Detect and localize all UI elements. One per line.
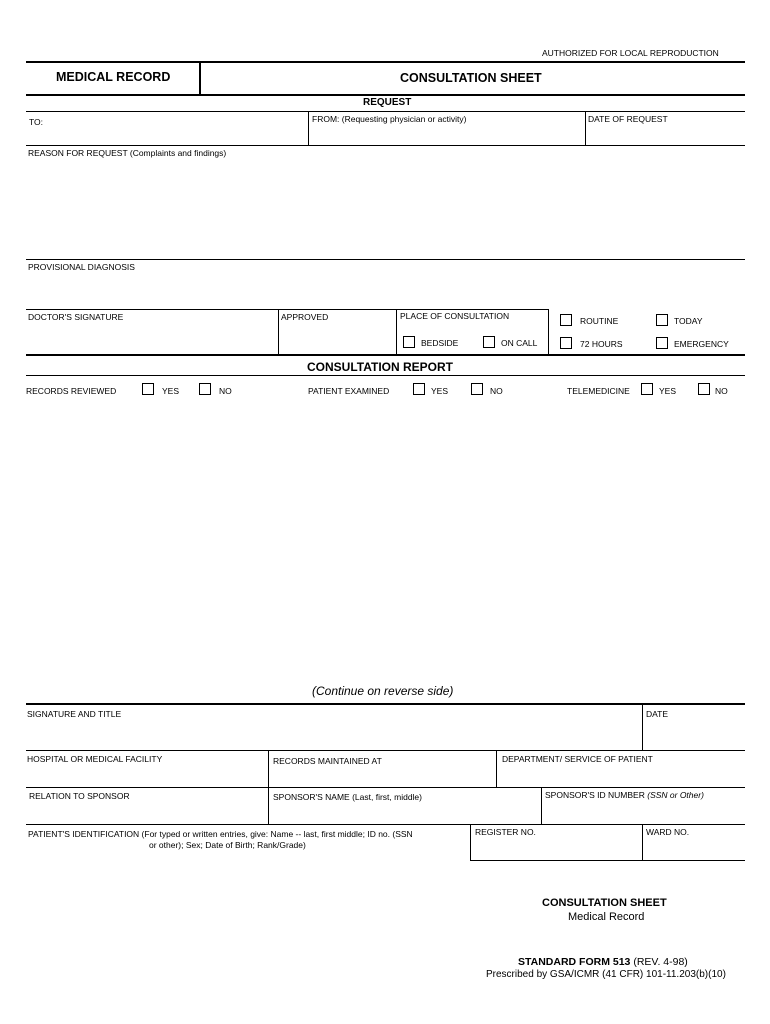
sponsor-name-label: SPONSOR'S NAME (Last, first, middle) [273,792,422,802]
records-reviewed-label: RECORDS REVIEWED [26,386,117,396]
sponsor-id-label-text: SPONSOR'S ID NUMBER [545,790,645,800]
patient-identification-label-line1: PATIENT'S IDENTIFICATION (For typed or written entries, give: Name -- last, first middle; ID no. (SSN [28,829,413,839]
today-checkbox[interactable] [656,314,668,326]
place-of-consultation-label: PLACE OF CONSULTATION [400,311,510,321]
routine-label: ROUTINE [580,316,619,326]
sheet-title: CONSULTATION SHEET [542,897,667,909]
consultation-report-text-area[interactable] [26,402,745,682]
header-divider [199,62,201,95]
doctors-signature-field[interactable] [26,310,278,354]
register-no-label: REGISTER NO. [475,827,536,837]
telemedicine-no-checkbox[interactable] [698,383,710,395]
telemedicine-no-label: NO [715,386,728,396]
request-section-title: REQUEST [363,97,412,108]
72-hours-checkbox[interactable] [560,337,572,349]
sponsor-id-field[interactable] [542,788,745,824]
records-reviewed-yes-label: YES [162,386,180,396]
approved-place-divider [396,309,397,354]
telemedicine-yes-label: YES [659,386,677,396]
relation-to-sponsor-label: RELATION TO SPONSOR [29,791,130,801]
records-reviewed-yes-checkbox[interactable] [142,383,154,395]
sponsor-id-note: (SSN or Other) [647,790,704,800]
hospital-label: HOSPITAL OR MEDICAL FACILITY [27,754,163,764]
ward-no-label: WARD NO. [646,827,690,837]
prescribed-by: Prescribed by GSA/ICMR (41 CFR) 101-11.203(b)(10) [486,969,726,980]
sponsor-name-field[interactable] [269,788,541,824]
authorized-note: AUTHORIZED FOR LOCAL REPRODUCTION [542,48,719,58]
standard-form-number: STANDARD FORM 513 [518,956,631,968]
records-maintained-field[interactable] [269,751,496,787]
medical-record-title: MEDICAL RECORD [56,70,171,84]
consultation-sheet-title: CONSULTATION SHEET [400,71,542,85]
records-maintained-label: RECORDS MAINTAINED AT [273,756,382,766]
report-top-rule [26,354,745,356]
bedside-checkbox[interactable] [403,336,415,348]
date-of-request-label: DATE OF REQUEST [588,114,668,124]
sponsor-id-label [545,790,704,800]
emergency-checkbox[interactable] [656,337,668,349]
patient-examined-no-label: NO [490,386,503,396]
register-ward-bottom-rule [470,860,745,861]
telemedicine-yes-checkbox[interactable] [641,383,653,395]
provisional-diagnosis-field[interactable] [26,260,745,308]
header-top-rule [26,61,745,63]
date-field[interactable] [643,705,745,750]
doctors-signature-label: DOCTOR'S SIGNATURE [28,312,124,322]
reason-label: REASON FOR REQUEST (Complaints and findings) [28,148,227,158]
from-label: FROM: (Requesting physician or activity) [312,114,467,124]
patient-identification-field[interactable] [26,825,470,945]
patient-examined-yes-checkbox[interactable] [413,383,425,395]
continue-note: (Continue on reverse side) [312,684,454,698]
hospital-field[interactable] [26,751,268,787]
register-no-field[interactable] [471,825,642,860]
from-field[interactable] [309,112,585,145]
signature-and-title-field[interactable] [26,705,642,750]
date-of-request-field[interactable] [586,112,745,145]
records-reviewed-no-label: NO [219,386,232,396]
reason-field[interactable] [26,146,745,258]
place-urgency-divider [548,309,549,354]
provisional-diagnosis-label: PROVISIONAL DIAGNOSIS [28,262,135,272]
routine-checkbox[interactable] [560,314,572,326]
department-label: DEPARTMENT/ SERVICE OF PATIENT [502,754,653,764]
today-label: TODAY [674,316,703,326]
standard-form-line [518,956,688,968]
patient-examined-no-checkbox[interactable] [471,383,483,395]
records-reviewed-no-checkbox[interactable] [199,383,211,395]
header-bottom-rule [26,94,745,96]
patient-examined-yes-label: YES [431,386,449,396]
signature-and-title-label: SIGNATURE AND TITLE [27,709,122,719]
on-call-label: ON CALL [501,338,538,348]
emergency-label: EMERGENCY [674,339,729,349]
date-label: DATE [646,709,669,719]
report-title-rule [26,375,745,376]
sheet-subtitle: Medical Record [568,911,645,923]
ward-no-field[interactable] [643,825,745,860]
approved-label: APPROVED [281,312,329,322]
to-field[interactable] [26,112,308,145]
on-call-checkbox[interactable] [483,336,495,348]
relation-to-sponsor-field[interactable] [26,788,268,824]
department-field[interactable] [497,751,745,787]
patient-identification-label-line2: or other); Sex; Date of Birth; Rank/Grade) [149,840,306,850]
72-hours-label: 72 HOURS [580,339,623,349]
patient-examined-label: PATIENT EXAMINED [308,386,390,396]
to-label: TO: [29,117,44,127]
consultation-report-title: CONSULTATION REPORT [307,360,453,374]
bedside-label: BEDSIDE [421,338,459,348]
telemedicine-label: TELEMEDICINE [567,386,630,396]
standard-form-revision: (REV. 4-98) [633,956,688,968]
approved-field[interactable] [279,310,396,354]
